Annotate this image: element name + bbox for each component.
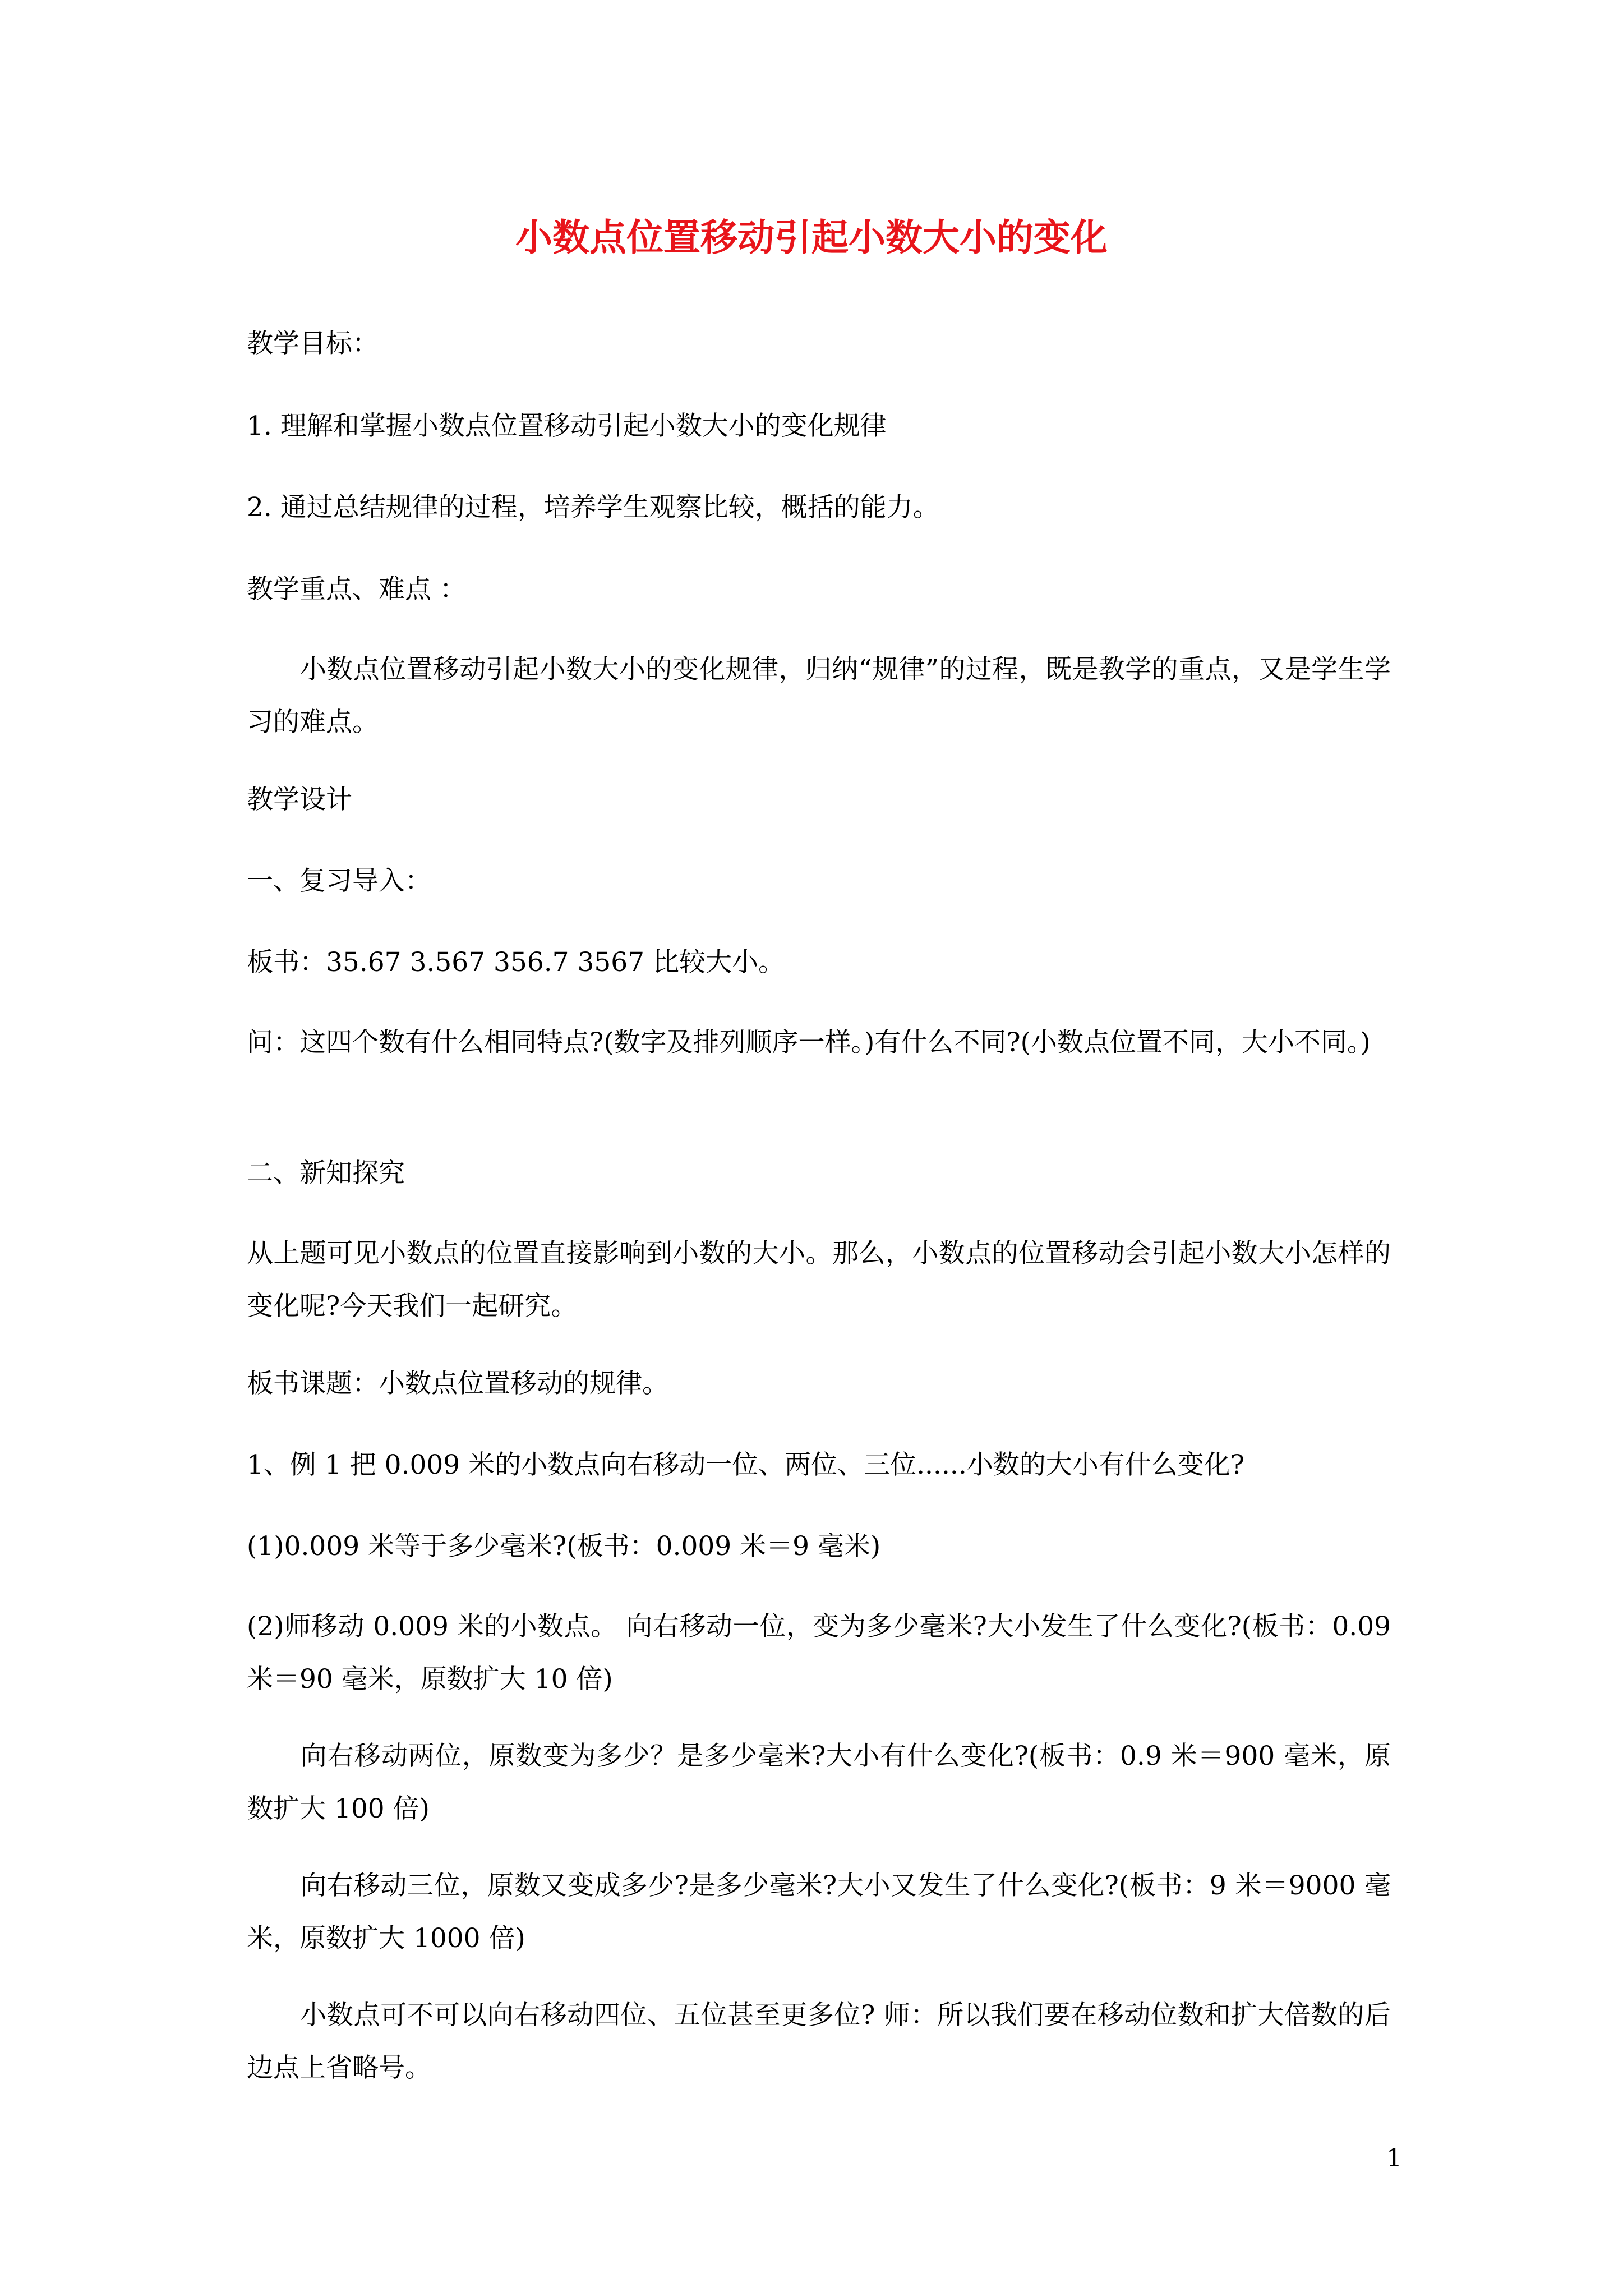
paragraph-step-2: (2)师移动 0.009 米的小数点。 向右移动一位，变为多少毫米?大小发生了什么变化?(板书：0.09 米＝90 毫米，原数扩大 10 倍) xyxy=(247,1611,1391,1695)
paragraph-move-two: 向右移动两位，原数变为多少？是多少毫米?大小有什么变化?(板书：0.9 米＝900 毫米，原数扩大 100 倍) xyxy=(247,1741,1391,1824)
document-title: 小数点位置移动引起小数大小的变化 xyxy=(515,215,1108,259)
paragraph-objective-1: 1. 理解和掌握小数点位置移动引起小数大小的变化规律 xyxy=(247,411,887,441)
paragraph-move-more: 小数点可不可以向右移动四位、五位甚至更多位? 师：所以我们要在移动位数和扩大倍数的后边点上省略号。 xyxy=(247,2000,1391,2083)
paragraph-question: 问：这四个数有什么相同特点?(数字及排列顺序一样。)有什么不同?(小数点位置不同，大小不同。) xyxy=(247,1027,1371,1058)
paragraph-design-heading: 教学设计 xyxy=(247,784,352,815)
paragraph-section-review: 一、复习导入： xyxy=(247,866,431,896)
paragraph-key-points: 小数点位置移动引起小数大小的变化规律，归纳“规律”的过程，既是教学的重点，又是学生学习的难点。 xyxy=(247,654,1391,738)
paragraph-objectives-heading: 教学目标： xyxy=(247,328,379,359)
paragraph-step-1: (1)0.009 米等于多少毫米?(板书：0.009 米＝9 毫米) xyxy=(247,1531,881,1562)
paragraph-board-numbers: 板书：35.67 3.567 356.7 3567 比较大小。 xyxy=(247,947,785,978)
paragraph-intro: 从上题可见小数点的位置直接影响到小数的大小。那么，小数点的位置移动会引起小数大小怎样的变化呢?今天我们一起研究。 xyxy=(247,1238,1391,1322)
paragraph-objective-2: 2. 通过总结规律的过程，培养学生观察比较，概括的能力。 xyxy=(247,492,939,523)
paragraph-move-three: 向右移动三位，原数又变成多少?是多少毫米?大小又发生了什么变化?(板书：9 米＝9000 毫米，原数扩大 1000 倍) xyxy=(247,1870,1391,1954)
paragraph-board-topic: 板书课题：小数点位置移动的规律。 xyxy=(247,1368,668,1399)
paragraph-example-1: 1、例 1 把 0.009 米的小数点向右移动一位、两位、三位......小数的大小有什么变化? xyxy=(247,1450,1244,1480)
paragraph-key-points-heading: 教学重点、难点 ： xyxy=(247,574,466,605)
paragraph-section-new-knowledge: 二、新知探究 xyxy=(247,1158,405,1189)
page-number: 1 xyxy=(1386,2144,1402,2173)
